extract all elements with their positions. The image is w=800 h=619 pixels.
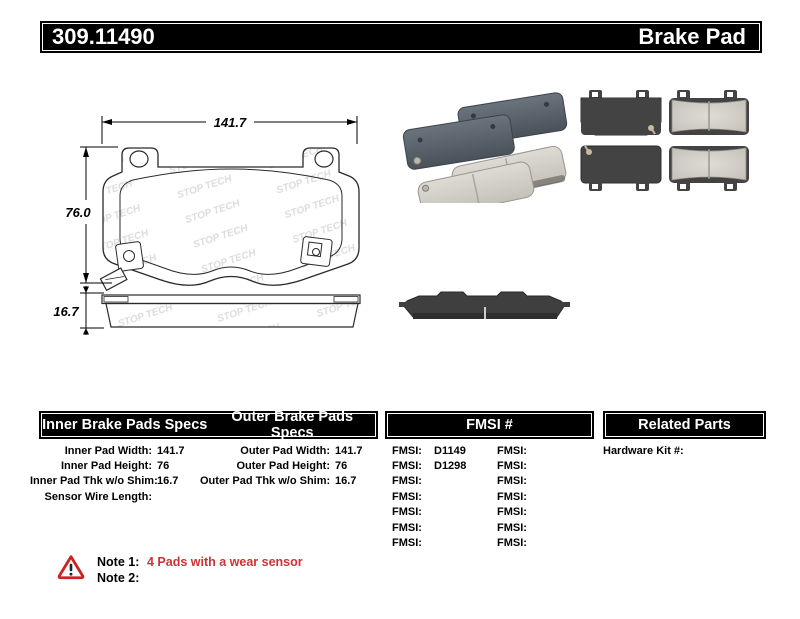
related-parts-header: Related Parts — [638, 417, 731, 433]
product-type: Brake Pad — [638, 24, 746, 49]
side-view-friction-body — [106, 304, 358, 328]
related-parts-header-bar — [603, 411, 766, 439]
fmsi-row — [497, 535, 539, 550]
spec-label: Sensor Wire Length: — [44, 490, 152, 503]
arrow-up — [83, 147, 89, 157]
spec-value: 16.7 — [157, 475, 179, 488]
arrow-left — [102, 119, 112, 125]
left-ear-hole — [130, 151, 148, 167]
thickness-dimension-label: 16.7 — [53, 304, 79, 319]
side-view-backing-strip — [102, 295, 360, 304]
note-2-text — [143, 570, 147, 586]
note-1-label: Note 1: — [97, 555, 140, 569]
spec-value: 76 — [157, 460, 170, 473]
side-view-left-tab — [104, 297, 128, 303]
fmsi-label: FMSI: — [497, 460, 527, 473]
photo-pads-angled — [397, 88, 575, 203]
flat-pad-dark-top — [581, 90, 661, 135]
height-dimension-label: 76.0 — [65, 205, 91, 220]
fmsi-row — [392, 505, 466, 520]
fmsi-row — [497, 489, 539, 504]
arrow-thk-bottom — [83, 328, 89, 335]
fmsi-column-1 — [392, 443, 466, 551]
spec-row — [30, 489, 185, 504]
outer-specs-column — [200, 443, 363, 489]
fmsi-row — [392, 458, 466, 473]
spec-row — [30, 474, 185, 489]
arrow-down — [83, 273, 89, 283]
note-2-label: Note 2: — [97, 571, 140, 585]
flat-pad-light-top — [669, 90, 749, 135]
wear-sensor-tab — [100, 268, 126, 290]
fmsi-row — [497, 520, 539, 535]
fmsi-row — [392, 489, 466, 504]
sensor-bracket-hole — [124, 251, 135, 262]
spec-row — [30, 443, 185, 458]
fmsi-label: FMSI: — [497, 537, 527, 550]
fmsi-label: FMSI: — [497, 506, 527, 519]
inner-specs-header: Inner Brake Pads Specs — [42, 417, 208, 433]
fmsi-row — [392, 474, 466, 489]
right-clip-detail — [300, 236, 332, 266]
fmsi-value: D1298 — [434, 460, 467, 473]
fmsi-row — [392, 520, 466, 535]
fmsi-label: FMSI: — [392, 460, 422, 473]
spec-label: Outer Pad Thk w/o Shim: — [200, 475, 331, 488]
related-row — [603, 443, 689, 458]
arrow-thk-top — [83, 287, 89, 294]
spec-row — [200, 458, 363, 473]
fmsi-header-bar — [385, 411, 594, 439]
spec-value: 141.7 — [157, 444, 185, 457]
part-number: 309.11490 — [52, 24, 155, 49]
fmsi-label: FMSI: — [497, 444, 527, 457]
fmsi-row — [392, 443, 466, 458]
note-1-text: 4 Pads with a wear sensor — [147, 555, 303, 569]
notes-section — [57, 554, 303, 586]
fmsi-column-2 — [497, 443, 539, 551]
spec-value: 76 — [335, 460, 348, 473]
inner-specs-column — [30, 443, 185, 505]
fmsi-row — [497, 505, 539, 520]
outer-specs-header: Outer Brake Pads Specs — [231, 409, 354, 441]
specs-header-bar — [39, 411, 378, 439]
fmsi-label: FMSI: — [392, 506, 422, 519]
fmsi-row — [497, 474, 539, 489]
spec-label: Outer Pad Width: — [240, 444, 330, 457]
fmsi-label: FMSI: — [392, 475, 422, 488]
fmsi-label: FMSI: — [497, 521, 527, 534]
spec-label: Outer Pad Height: — [236, 460, 330, 473]
fmsi-label: FMSI: — [392, 521, 422, 534]
arrow-right — [347, 119, 357, 125]
right-ear-hole — [315, 151, 333, 167]
fmsi-label: FMSI: — [392, 444, 422, 457]
warning-icon — [57, 554, 85, 580]
photo-pads-flat — [575, 88, 753, 196]
spec-label: Inner Pad Height: — [60, 460, 152, 473]
width-dimension-label: 141.7 — [213, 115, 247, 130]
fmsi-label: FMSI: — [497, 475, 527, 488]
photo-pad-edge — [397, 287, 572, 325]
flat-pad-dark-bottom — [581, 146, 661, 191]
spec-label: Inner Pad Thk w/o Shim: — [30, 475, 158, 488]
spec-row — [200, 443, 363, 458]
spec-label: Inner Pad Width: — [64, 444, 152, 457]
fmsi-value: D1149 — [434, 444, 466, 457]
spec-value: 141.7 — [335, 444, 363, 457]
pad-edge-left-nub — [399, 302, 407, 307]
note-2 — [97, 570, 303, 586]
side-view-right-tab — [334, 297, 358, 303]
header-bar — [40, 21, 762, 53]
related-parts-column — [603, 443, 689, 458]
fmsi-row — [497, 443, 539, 458]
spec-row — [200, 474, 363, 489]
spec-value: 16.7 — [335, 475, 357, 488]
fmsi-row — [392, 535, 466, 550]
flat-pad-light-bottom — [669, 146, 749, 191]
fmsi-label: FMSI: — [392, 537, 422, 550]
fmsi-label: FMSI: — [392, 490, 422, 503]
brake-pad-technical-drawing — [40, 90, 380, 340]
fmsi-row — [497, 458, 539, 473]
spec-row — [30, 458, 185, 473]
fmsi-header: FMSI # — [466, 417, 513, 433]
related-label: Hardware Kit #: — [603, 444, 684, 457]
fmsi-label: FMSI: — [497, 490, 527, 503]
pad-edge-right-nub — [562, 302, 570, 307]
note-1 — [97, 554, 303, 570]
